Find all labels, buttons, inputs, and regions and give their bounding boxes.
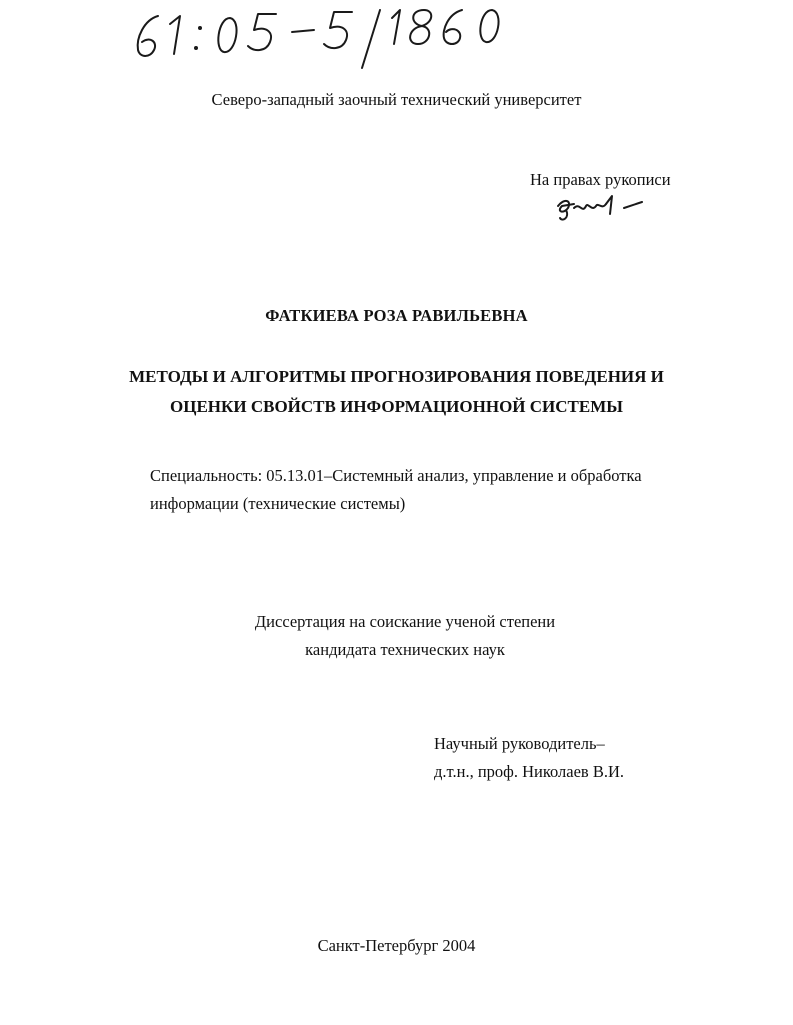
supervisor-name: д.т.н., проф. Николаев В.И. <box>434 762 625 781</box>
specialty-line: информации (технические системы) <box>150 494 406 513</box>
degree-statement <box>200 608 610 664</box>
degree-line: кандидата технических наук <box>305 640 505 659</box>
handwritten-catalog-number <box>130 4 510 74</box>
signature-drawing <box>552 192 647 224</box>
author-name: ФАТКИЕВА РОЗА РАВИЛЬЕВНА <box>265 306 528 325</box>
supervisor-label: Научный руководитель– <box>434 734 605 753</box>
dissertation-title <box>90 362 703 422</box>
handwritten-number-drawing <box>130 4 510 74</box>
degree-line: Диссертация на соискание ученой степени <box>254 612 556 631</box>
specialty <box>150 462 710 518</box>
manuscript-rights-label: На правах рукописи <box>530 170 671 189</box>
university-name: Северо-западный заочный технический университет <box>211 90 582 109</box>
place-and-year: Санкт-Петербург 2004 <box>317 936 476 955</box>
title-line: МЕТОДЫ И АЛГОРИТМЫ ПРОГНОЗИРОВАНИЯ ПОВЕДЕНИЯ И <box>129 367 664 386</box>
specialty-line: Специальность: 05.13.01–Системный анализ, управление и обработка <box>150 466 642 485</box>
signature <box>552 192 647 224</box>
scientific-supervisor <box>434 730 624 786</box>
title-line: ОЦЕНКИ СВОЙСТВ ИНФОРМАЦИОННОЙ СИСТЕМЫ <box>170 397 623 416</box>
